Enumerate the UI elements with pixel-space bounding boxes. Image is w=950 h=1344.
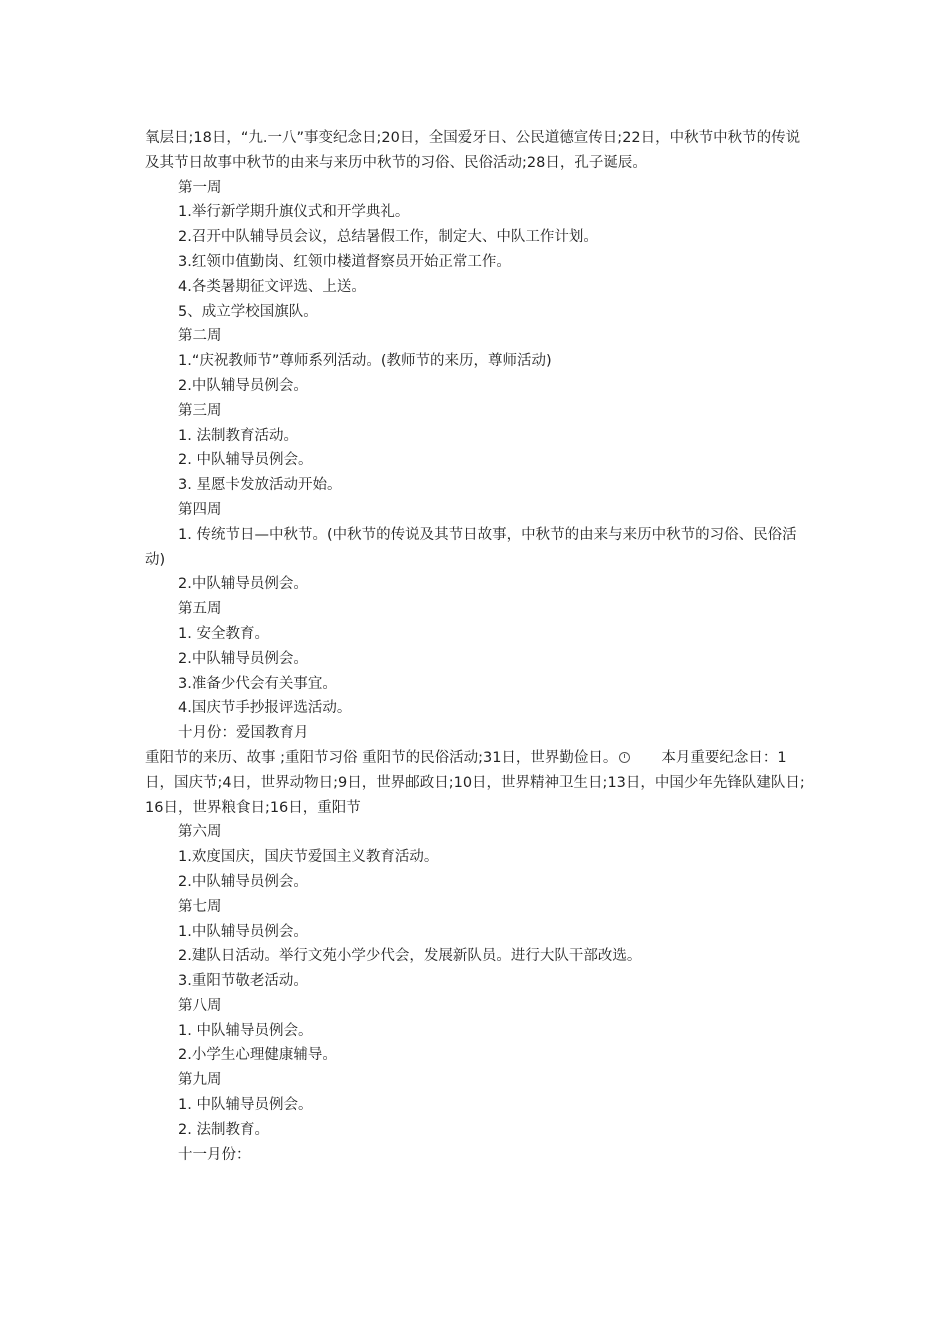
list-item: 3. 星愿卡发放活动开始。: [178, 477, 342, 494]
month-heading: 十一月份：: [178, 1146, 251, 1163]
list-item: 1. 中队辅导员例会。: [178, 1097, 313, 1114]
list-item: 4.国庆节手抄报评选活动。: [178, 700, 352, 717]
week-heading: 第八周: [178, 997, 222, 1014]
list-item: 1. 安全教育。: [178, 625, 269, 642]
list-item: 2.中队辅导员例会。: [178, 650, 308, 667]
list-item: 4.各类暑期征文评选、上送。: [178, 278, 366, 295]
intro-paragraph: 氧层日;18日，“九.一八”事变纪念日;20日，全国爱牙日、公民道德宣传日;22日，中秋节中秋节的传说及其节日故事中秋节的由来与来历中秋节的习俗、民俗活动;28日，孔子诞辰。: [145, 130, 801, 171]
month-heading: 十月份：爱国教育月: [178, 725, 309, 742]
list-item: 1. 中队辅导员例会。: [178, 1022, 313, 1039]
list-item: 1.欢度国庆，国庆节爱国主义教育活动。: [178, 849, 439, 866]
list-item: 3.重阳节敬老活动。: [178, 973, 308, 990]
list-item: 1. 传统节日—中秋节。(中秋节的传说及其节日故事，中秋节的由来与来历中秋节的习俗、民俗活动): [145, 526, 797, 568]
week-heading: 第一周: [178, 179, 222, 196]
clock-icon: [619, 752, 630, 763]
list-item: 2.小学生心理健康辅导。: [178, 1047, 337, 1064]
list-item: 5、成立学校国旗队。: [178, 303, 318, 320]
list-item: 3.红领巾值勤岗、红领巾楼道督察员开始正常工作。: [178, 253, 511, 270]
list-item: 3.准备少代会有关事宜。: [178, 675, 337, 692]
list-item: 1.“庆祝教师节”尊师系列活动。(教师节的来历，尊师活动): [178, 353, 552, 370]
week-heading: 第四周: [178, 501, 222, 518]
october-text-a: 重阳节的来历、故事 ;重阳节习俗 重阳节的民俗活动;31日，世界勤俭日。: [145, 749, 618, 766]
week-heading: 第六周: [178, 824, 222, 841]
october-text-b: 本月重要纪念日：1日，国庆节;4日，世界动物日;9日，世界邮政日;10日，世界精神卫生日;13日，中国少年先锋队建队日;16日，世界粮食日;16日，重阳节: [145, 749, 805, 816]
week-heading: 第三周: [178, 402, 222, 419]
list-item: 2.中队辅导员例会。: [178, 873, 308, 890]
week-heading: 第二周: [178, 328, 222, 345]
list-item: 2.中队辅导员例会。: [178, 576, 308, 593]
list-item: 1.举行新学期升旗仪式和开学典礼。: [178, 204, 410, 221]
list-item: 2. 中队辅导员例会。: [178, 452, 313, 469]
list-item: 1.中队辅导员例会。: [178, 923, 308, 940]
list-item: 2. 法制教育。: [178, 1121, 269, 1138]
list-item: 2.召开中队辅导员会议，总结暑假工作，制定大、中队工作计划。: [178, 229, 598, 246]
list-item: 2.中队辅导员例会。: [178, 377, 308, 394]
week-heading: 第五周: [178, 601, 222, 618]
week-heading: 第七周: [178, 898, 222, 915]
week-heading: 第九周: [178, 1072, 222, 1089]
document-body: [145, 126, 805, 1167]
october-paragraph: [145, 746, 805, 820]
list-item: 2.建队日活动。举行文苑小学少代会，发展新队员。进行大队干部改选。: [178, 948, 642, 965]
list-item: 1. 法制教育活动。: [178, 427, 298, 444]
